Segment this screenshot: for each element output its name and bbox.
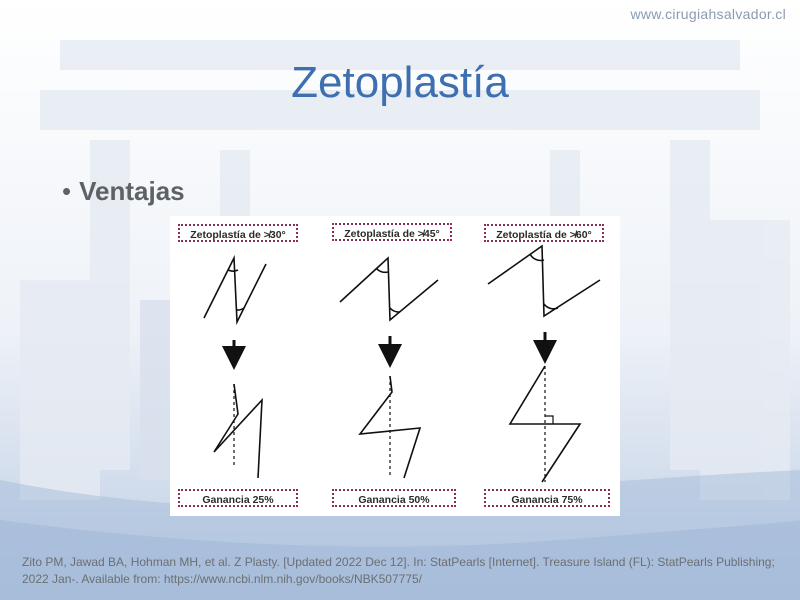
gain-label-50: Ganancia 50%: [332, 489, 456, 507]
bullet-dot-icon: •: [62, 176, 72, 206]
z-plasty-drawings: [170, 216, 620, 516]
site-url[interactable]: www.cirugiahsalvador.cl: [630, 6, 786, 22]
gain-label-25: Ganancia 25%: [178, 489, 298, 507]
z-plasty-30-before: [204, 258, 266, 322]
slide-title: Zetoplastía: [291, 58, 509, 107]
z-plasty-45-before: [340, 258, 438, 320]
z-plasty-60-after: [510, 366, 580, 482]
angle-label-30: Zetoplastía de ≯30°: [178, 224, 298, 242]
angle-label-60: Zetoplastía de ≯60°: [484, 224, 604, 242]
bullet-item: [62, 176, 185, 207]
bullet-text: Ventajas: [79, 176, 185, 206]
reference-citation: Zito PM, Jawad BA, Hohman MH, et al. Z Plasty. [Updated 2022 Dec 12]. In: StatPearls [Internet]. Treasure Island (FL): StatPearls Publishing; 2022 Jan-. Available from: https://www.ncbi.nlm.nih.gov/books/NBK507775/: [22, 555, 775, 586]
gain-label-75: Ganancia 75%: [484, 489, 610, 507]
z-plasty-60-before: [488, 246, 600, 316]
z-plasty-diagram: [170, 216, 620, 516]
z-plasty-45-after: [360, 376, 420, 478]
z-plasty-30-after: [214, 384, 262, 478]
angle-label-45: Zetoplastía de ≯45°: [332, 223, 452, 241]
